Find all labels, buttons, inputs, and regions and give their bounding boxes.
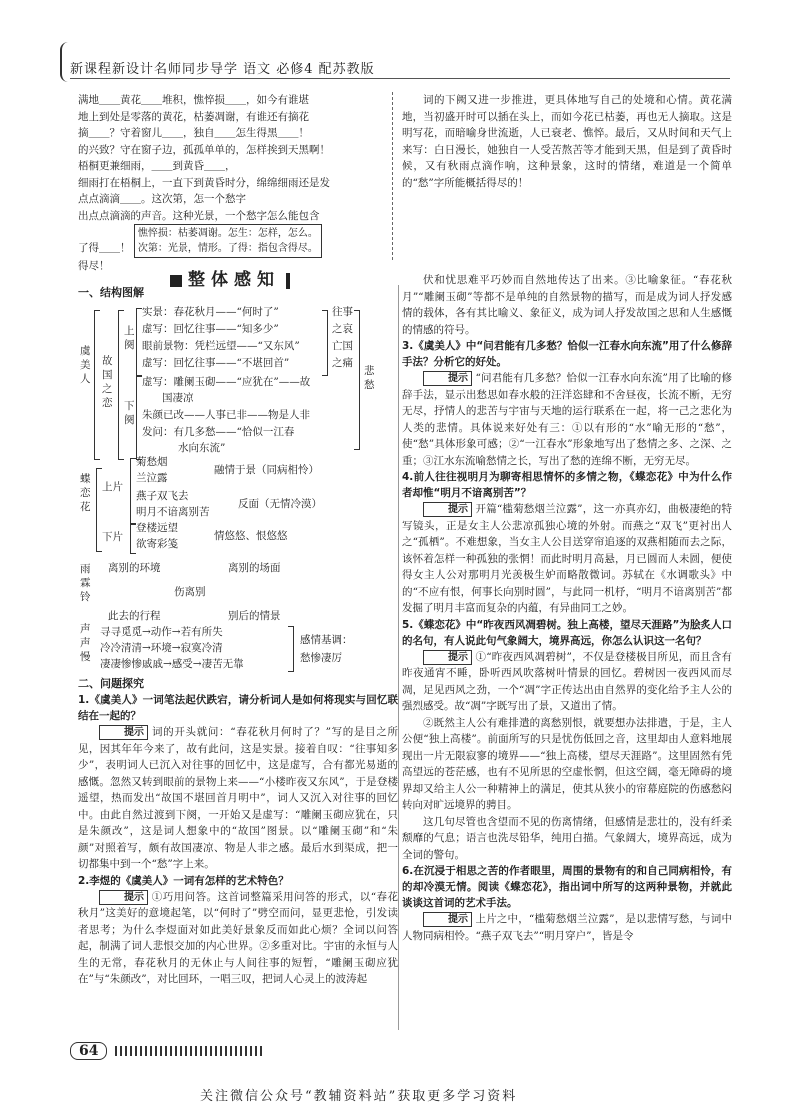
page-header-title: 新课程新设计名师同步导学 语文 必修4 配苏教版 xyxy=(70,62,375,77)
header-curl-decoration xyxy=(60,42,70,82)
question-5: 5.《蝶恋花》中“昨夜西风凋碧树。独上高楼，望尽天涯路”为脍炙人口的名句，有人说此句气象阔大，境界高远，你怎么认识这一名句？ xyxy=(402,618,732,647)
d1: 菊愁烟 xyxy=(136,455,168,468)
d7: 登楼远望 xyxy=(136,521,178,534)
tl-line-3: 摘＿＿？守着窗儿＿＿，独自＿＿怎生得黑＿＿！ xyxy=(78,127,309,139)
d6: 反面（无情冷漠） xyxy=(238,497,322,510)
label-shangpian: 上片 xyxy=(102,480,123,493)
tip-badge: 提示 xyxy=(423,502,472,517)
column-divider xyxy=(398,285,399,1030)
section-heading: 整体感知 xyxy=(170,265,290,290)
d8: 欲寄彩笺 xyxy=(136,537,178,550)
inquiry-heading: 二、问题探究 xyxy=(78,676,144,690)
d3: 燕子双飞去 xyxy=(136,489,189,502)
label-yumeiren: 虞美人 xyxy=(80,344,91,385)
tl-line-8: 出点点滴滴的声音。这种光景，一个愁字怎么能包含 xyxy=(78,209,320,222)
left-column xyxy=(78,285,398,988)
question-2: 2.李煜的《虞美人》一词有怎样的艺术特色？ xyxy=(78,874,289,887)
line-6: 朱颜已改——人事已非——物是人非 xyxy=(142,408,310,421)
label-shengshengman: 声声慢 xyxy=(80,622,91,663)
tl-line-6: 细雨打在梧桐上，一直下到黄昏时分，绵绵细雨还是发 xyxy=(78,176,330,189)
footer-dots-decoration xyxy=(115,1046,265,1056)
tip-badge: 提示 xyxy=(423,912,472,927)
y1: 离别的环境 xyxy=(108,561,161,574)
brace-bei xyxy=(354,310,360,450)
footer-note: 关注微信公众号“教辅资料站”获取更多学习资料 xyxy=(200,1089,518,1104)
label-beichou: 悲愁 xyxy=(364,364,375,391)
gloss-box: 憔悴损：枯萎凋谢。怎生：怎样，怎么。 次第：光景，情形。了得：指包含得尽。 xyxy=(134,224,322,258)
structure-diagram xyxy=(78,304,398,674)
answer-1: 提示 词的开头就问：“春花秋月何时了？”写的是目之所见，因其年年今来了，故有此问，这是实景。接着自叹：“往事知多少”，表明词人已沉入对往事的回忆中，这是虚写，合有都光易逝的感慨。忽然又转到眼前的景物上来——“小楼昨夜又东风”，于是登楼遥望，热而发出“故国不堪回首月明中”，词人又沉入对往事的回忆中。由此自然过渡到下阕，一开始又是虚写：“雕阑玉砌应犹在，只是朱颜改”，这是词人想象中的“故国”图景。以“雕阑玉砌”和“朱颜”对照着写，颇有故国凄凉、物是人非之感。最后水到渠成，把一切都集中到一个“愁”字上来。 xyxy=(78,726,398,870)
top-right-commentary: 词的下阙又进一步推进，更具体地写自己的处境和心情。黄花满地，当初盛开时可以插在头上，而如今花已枯萎，再也无人摘取。这是明写花，而暗喻身世流逝，人已衰老、憔悴。最后，又从时间和天气上来写：白日漫长，她独自一人受苦熬苦等才能到天黑，但是到了黄昏时候，又有秋雨点滴作响，这种景象，这时的情绪，难道是一个简单的“愁”字所能概括得尽的！ xyxy=(402,94,732,189)
r1: 往事 xyxy=(332,305,353,318)
y3: 伤离别 xyxy=(174,585,206,598)
tl-line-4: 的兴致？守在窗子边，孤孤单单的，怎样挨到天黑啊！ xyxy=(78,143,330,156)
s5: 愁惨凄厉 xyxy=(300,651,342,664)
tl-line-1: 满地＿＿黄花＿＿堆积，憔悴损＿＿，如今有谁堪 xyxy=(78,94,309,106)
y4: 此去的行程 xyxy=(108,609,161,622)
tip-badge: 提示 xyxy=(99,890,148,905)
tl-line-10: 得尽！ xyxy=(78,260,110,272)
y2: 离别的场面 xyxy=(228,561,281,574)
answer-5b: ②既然主人公有难排遣的离愁别恨，就要想办法排遣，于是，主人公便“独上高楼”。前面所写的只是忧伤低回之音，这里却由人意料地展现出一片无限寂寥的境界——“独上高楼，望尽天涯路”。这里固然有凭高望远的苍茫感，也有不见所思的空虚怅惘，但这空阔，毫无障碍的境界却又给主人公一种精神上的满足，使其从狭小的帘幕庭院的伤感愁闷转向对旷远境界的骋目。 xyxy=(402,716,732,811)
top-left-translation xyxy=(78,92,388,275)
r2: 之哀 xyxy=(332,322,353,335)
d9: 情悠悠、恨悠悠 xyxy=(214,529,288,542)
y5: 别后的情景 xyxy=(228,609,281,622)
top-divider xyxy=(392,92,393,260)
line-3: 眼前景物：凭栏远望——“又东风” xyxy=(142,339,300,352)
answer-3: 提示 “问君能有几多愁？恰似一江春水向东流”用了比喻的修辞手法，显示出愁思如春水般的汪洋恣肆和不舍昼夜，长流不断，无穷无尽，抒情人的悲苦与宇宙与天地的运行联系在一起，将一己之悲化为人类的悲情。具体说来好处有三：①以有形的“水”喻无形的“愁”，使“愁”具体形象可感；②“一江春水”形象地写出了愁情之多、之深、之重；③江水东流喻愁情之长，写出了愁的连绵不断，无穷无尽。 xyxy=(402,372,732,467)
question-6: 6.在沉浸于相思之苦的作者眼里，周围的景物有的和自己同病相怜，有的却冷漠无情。阅读《蝶恋花》，指出词中所写的这两种景物，并就此谈谈这首词的艺术手法。 xyxy=(402,865,732,909)
line-4: 虚写：回忆往事——“不堪回首” xyxy=(142,356,290,369)
line-2: 虚写：回忆往事——“知多少” xyxy=(142,322,279,335)
question-1: 1.《虞美人》一词笔法起伏跌宕，请分析词人是如何将现实与回忆联结在一起的？ xyxy=(78,694,398,722)
label-xia: 下阕 xyxy=(124,399,135,426)
d4: 明月不谙离别苦 xyxy=(136,505,210,518)
line-7b: 水向东流” xyxy=(178,441,226,454)
answer-2-continued: 伏和忧思难平巧妙而自然地传达了出来。③比喻象征。“春花秋月”“雕阑玉砌”等都不是单纯的自然景物的描写，而是成为词人抒发感情的载体，各有其比喻义、象征义，成为词人抒发故国之思和人生感慨的情感的符号。 xyxy=(402,274,732,336)
question-3: 3.《虞美人》中“问君能有几多愁？恰似一江春水向东流”用了什么修辞手法？分析它的好处。 xyxy=(402,340,732,368)
structure-heading: 一、结构图解 xyxy=(78,286,144,299)
answer-5c: 这几句尽管也含望而不见的伤离情绪，但感情是悲壮的，没有纤柔颓靡的气息；语言也洗尽铅华，纯用白描。气象阔大，境界高远，成为全词的警句。 xyxy=(402,815,732,861)
line-5: 虚写：雕阑玉砌——“应犹在”——故 xyxy=(142,375,311,388)
right-column xyxy=(402,272,732,944)
tl-line-2: 地上到处是零落的黄花，枯萎凋谢，有谁还有摘花 xyxy=(78,110,309,123)
s3: 凄凄惨惨戚戚→感受→凄苦无靠 xyxy=(100,657,244,670)
tl-line-5: 梧桐更兼细雨，＿＿到黄昏＿＿， xyxy=(78,160,236,172)
label-dielianhua: 蝶恋花 xyxy=(80,472,91,513)
r4: 之痛 xyxy=(332,356,353,369)
line-5b: 国凄凉 xyxy=(162,391,194,404)
brace-ssm xyxy=(288,626,294,672)
label-xiapian: 下片 xyxy=(102,530,123,543)
answer-6: 提示 上片之中，“槛菊愁烟兰泣露”，是以悲情写愁，与词中人物同病相怜。“燕子双飞去”“明月穿户”，皆是令 xyxy=(402,913,732,942)
answer-2: 提示 ①巧用问答。这首词整篇采用问答的形式，以“春花秋月”这美好的意境起笔，以“何时了”劈空而问，显更悲怆，引发读者思考；为什么李煜面对如此美好景象反而如此心烦？全词以问答起，制满了词人悲恨交加的内心世界。②多重对比。宇宙的永恒与人生的无常，春花秋月的无休止与人间往事的短暂，“雕阑玉砌应犹在”与“朱颜改”，对比回环，一唱三叹，把词人心灵上的波涛起 xyxy=(78,890,398,985)
tip-badge: 提示 xyxy=(423,371,472,386)
d5: 融情于景（同病相怜） xyxy=(214,463,319,476)
brace-right xyxy=(322,310,328,376)
answer-4: 提示 开篇“槛菊愁烟兰泣露”，这一亦真亦幻，曲极凄绝的特写镜头，正是女主人公悲凉孤独心境的外射。而燕之“双飞”更衬出人之“孤栖”。不难想象，当女主人公目送穿帘追逐的双燕相随而去之际，该怀着怎样一种孤独的张惘！而此时明月高悬，月已圆而人未圆，便使得女主人公对那明月光羡极生妒而略散微词。苏轼在《水调歌头》中的“不应有恨，何事长向别时圆”，与此同一机杼，“明月不谙离别苦”都发掘了明月丰富而复杂的内蕴，有异曲同工之妙。 xyxy=(402,503,732,614)
tip-badge: 提示 xyxy=(423,650,472,665)
tip-badge: 提示 xyxy=(99,725,148,740)
header-rule xyxy=(70,78,730,79)
d2: 兰泣露 xyxy=(136,471,168,484)
s4: 感情基调： xyxy=(300,633,353,646)
answer-5: 提示 ①“昨夜西风凋碧树”，不仅是登楼极目所见，而且含有昨夜通宵不睡，卧听西风吹落树叶情景的回忆。碧树因一夜西风而尽凋，足见西风之劲，一个“凋”字正传达出由自然界的变化给予主人公的强烈感受。故“凋”字既写出了景，又道出了情。 xyxy=(402,650,732,712)
page-number: 64 xyxy=(70,1042,107,1060)
s1: 寻寻觅觅→动作→若有所失 xyxy=(100,625,223,638)
tl-line-9: 了得＿＿！ 憔悴损：枯萎凋谢。怎生：怎样，怎么。 次第：光景，情形。了得：指包含得尽。 xyxy=(78,224,388,258)
s2: 冷冷清清→环境→寂寞冷清 xyxy=(100,641,223,654)
tl-line-7: 点点滴滴＿＿。这次第，怎一个愁字 xyxy=(78,193,246,205)
label-guguo: 故国之恋 xyxy=(102,354,113,409)
line-7: 发问：有几多愁——“恰似一江春 xyxy=(142,425,295,438)
question-4: 4.前人往往视明月为聊寄相思情怀的多情之物，《蝶恋花》中为什么作者却惟“明月不谙离别苦”？ xyxy=(402,471,732,499)
line-1: 实景：春花秋月——“何时了” xyxy=(142,305,279,318)
brace-yumeiren xyxy=(94,310,100,460)
label-shang: 上阕 xyxy=(124,324,135,351)
r3: 亡国 xyxy=(332,339,353,352)
label-yulinling: 雨霖铃 xyxy=(80,562,91,603)
